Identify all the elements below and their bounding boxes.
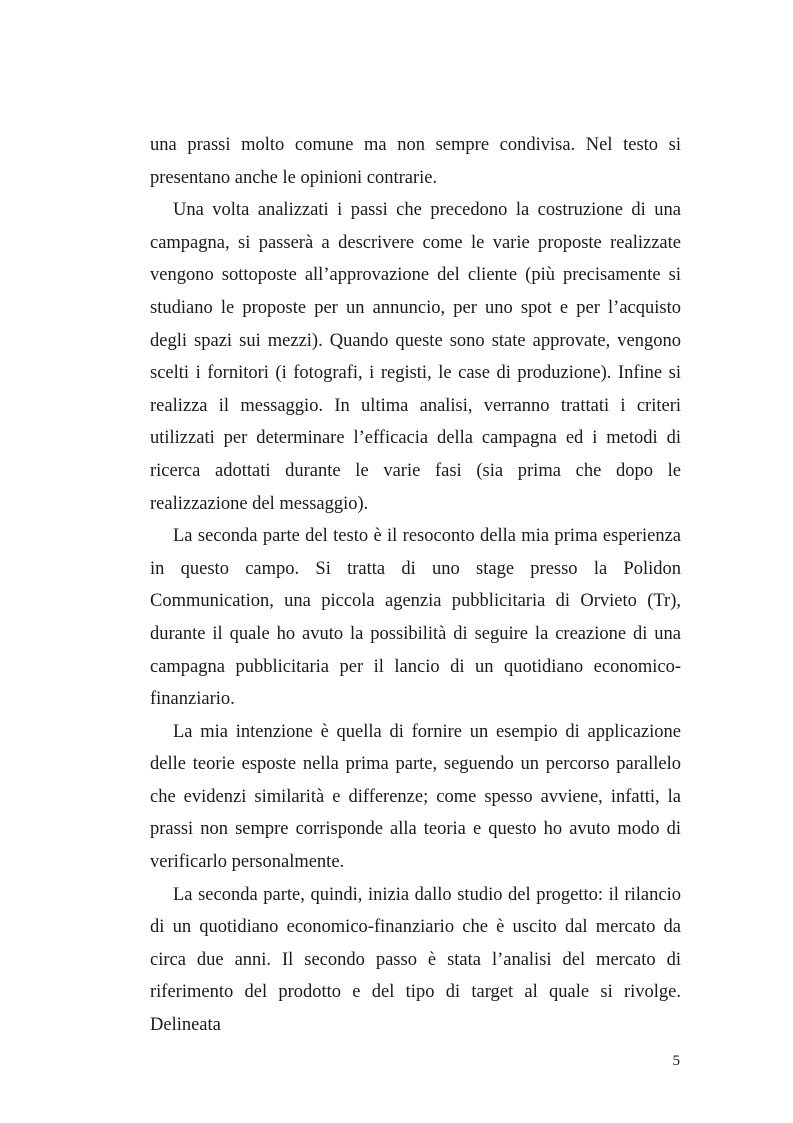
paragraph-campaign-process: Una volta analizzati i passi che precedono la costruzione di una campagna, si passerà a descrivere come le varie proposte realizzate vengono sottoposte all’approvazione del cliente (più precisamente si studiano le proposte per un annuncio, per uno spot e per l’acquisto degli spazi sui mezzi). Quando queste sono state approvate, vengono scelti i fornitori (i fotografi, i registi, le case di produzione). Infine si realizza il messaggio. In ultima analisi, verranno trattati i criteri utilizzati per determinare l’efficacia della campagna ed i metodi di ricerca adottati durante le varie fasi (sia prima che dopo le realizzazione del messaggio). (150, 200, 681, 514)
page-number: 5 (672, 1053, 680, 1069)
paragraph-project-study: La seconda parte, quindi, inizia dallo studio del progetto: il rilancio di un quotidiano economico-finanziario che è uscito dal mercato da circa due anni. Il secondo passo è stata l’analisi del mercato di riferimento del prodotto e del tipo di target al quale si rivolge. Delineata (150, 884, 681, 1036)
paragraph-intention: La mia intenzione è quella di fornire un esempio di applicazione delle teorie esposte nella prima parte, seguendo un percorso parallelo che evidenzi similarità e differenze; come spesso avviene, infatti, la prassi non sempre corrisponde alla teoria e questo ho avuto modo di verificarlo personalmente. (150, 721, 681, 873)
paragraph-continuation: una prassi molto comune ma non sempre condivisa. Nel testo si presentano anche le opinioni contrarie. (150, 135, 681, 188)
body-text (150, 129, 681, 1042)
paragraph-second-part: La seconda parte del testo è il resoconto della mia prima esperienza in questo campo. Si tratta di uno stage presso la Polidon Communication, una piccola agenzia pubblicitaria di Orvieto (Tr), durante il quale ho avuto la possibilità di seguire la creazione di una campagna pubblicitaria per il lancio di un quotidiano economico-finanziario. (150, 526, 681, 710)
